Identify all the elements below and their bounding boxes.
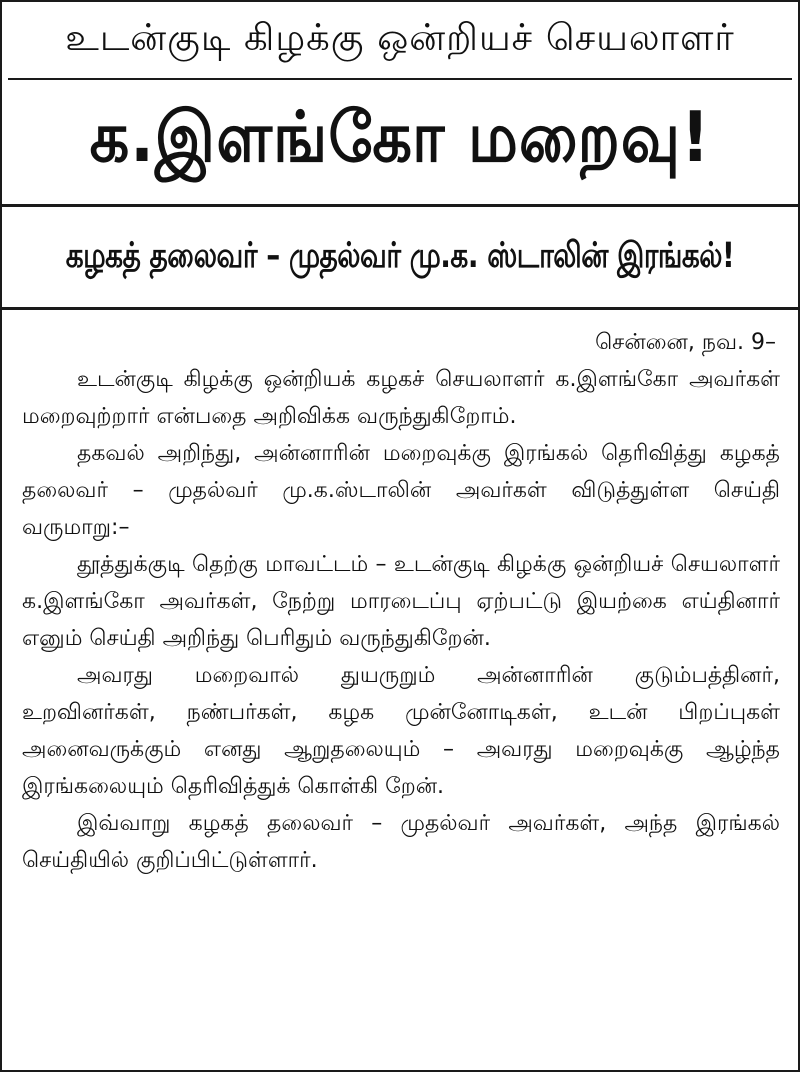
dateline: சென்னை, நவ. 9– <box>595 330 776 355</box>
paragraph-2: தகவல் அறிந்து, அன்னாரின் மறைவுக்கு இரங்கல் தெரிவித்து கழகத் தலைவர் – முதல்வர் மு.க.ஸ்டாலின் அவர்கள் விடுத்துள்ள செய்தி வருமாறு:– <box>22 441 780 540</box>
paragraph-4: அவரது மறைவால் துயருறும் அன்னாரின் குடும்பத்தினர், உறவினர்கள், நண்பர்கள், கழக முன்னோடிகள், உடன் பிறப்புகள் அனைவருக்கும் எனது ஆறுதலையும் – அவரது மறைவுக்கு ஆழ்ந்த இரங்கலையும் தெரிவித்துக் கொள்கி றேன். <box>22 663 780 799</box>
headline: க.இளங்கோ மறைவு! <box>89 96 711 178</box>
paragraph-3: தூத்துக்குடி தெற்கு மாவட்டம் – உடன்குடி கிழக்கு ஒன்றியச் செயலாளர் க.இளங்கோ அவர்கள், நேற்று மாரடைப்பு ஏற்பட்டு இயற்கை எய்தினார் எனும் செய்தி அறிந்து பெரிதும் வருந்துகிறேன். <box>22 552 780 651</box>
article-body <box>2 310 798 879</box>
subhead-band <box>2 204 798 310</box>
subhead: கழகத் தலைவர் – முதல்வர் மு.க. ஸ்டாலின் இரங்கல்! <box>65 233 735 276</box>
paragraph-5: இவ்வாறு கழகத் தலைவர் – முதல்வர் அவர்கள், அந்த இரங்கல் செய்தியில் குறிப்பிட்டுள்ளார். <box>22 811 780 873</box>
paragraph-1: உடன்குடி கிழக்கு ஒன்றியக் கழகச் செயலாளர் க.இளங்கோ அவர்கள் மறைவுற்றார் என்பதை அறிவிக்க வருந்துகிறோம். <box>22 367 780 429</box>
kicker-line: உடன்குடி கிழக்கு ஒன்றியச் செயலாளர் <box>8 2 792 80</box>
